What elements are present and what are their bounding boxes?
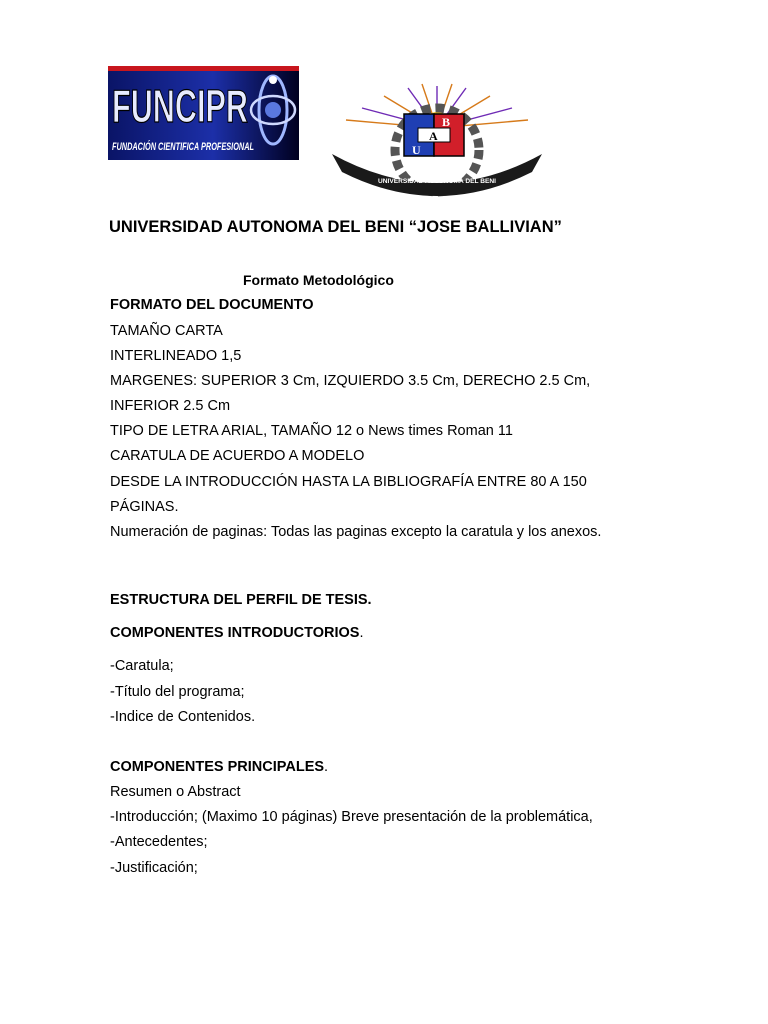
main-item: Resumen o Abstract [110,784,241,800]
uab-shield [404,114,464,157]
format-line: CARATULA DE ACUERDO A MODELO [110,448,365,464]
intro-item: -Título del programa; [110,684,245,700]
format-line: DESDE LA INTRODUCCIÓN HASTA LA BIBLIOGRAFÍA ENTRE 80 A 150 [110,474,587,490]
main-item: -Justificación; [110,860,198,876]
intro-item: -Caratula; [110,658,174,674]
intro-components-heading [110,624,364,642]
format-line: TAMAÑO CARTA [110,323,223,339]
main-components-title: COMPONENTES PRINCIPALES [110,759,325,775]
funcipr-logo [108,66,325,160]
format-line: PÁGINAS. [110,499,179,515]
format-line: INFERIOR 2.5 Cm [110,398,231,414]
main-components-period: . [324,759,329,775]
svg-text:U: U [412,143,421,157]
intro-item: -Indice de Contenidos. [110,709,256,725]
funcipr-tagline: FUNDACIÓN CIENTIFICA PROFESIONAL [112,141,325,153]
document-heading: UNIVERSIDAD AUTONOMA DEL BENI “JOSE BALLIVIAN” [109,218,562,236]
intro-components-period: . [359,625,364,641]
main-item: -Introducción; (Maximo 10 páginas) Breve presentación de la problemática, [110,809,593,825]
uab-logo [318,84,556,192]
main-item: -Antecedentes; [110,834,208,850]
svg-text:B: B [442,115,451,129]
format-section-title: FORMATO DEL DOCUMENTO [110,297,314,313]
document-subheading: Formato Metodológico [243,272,394,288]
intro-components-title: COMPONENTES INTRODUCTORIOS [110,625,360,641]
format-line: Numeración de paginas: Todas las paginas excepto la caratula y los anexos. [110,524,602,540]
funcipr-wordmark: FUNCIPR [112,80,248,132]
format-line: TIPO DE LETRA ARIAL, TAMAÑO 12 o News times Roman 11 [110,423,513,439]
svg-text:UNIVERSIDAD AUTONOMA DEL BENI: UNIVERSIDAD AUTONOMA DEL BENI [378,178,497,185]
format-line: INTERLINEADO 1,5 [110,348,242,364]
format-line: MARGENES: SUPERIOR 3 Cm, IZQUIERDO 3.5 Cm, DERECHO 2.5 Cm, [110,373,591,389]
structure-title: ESTRUCTURA DEL PERFIL DE TESIS. [110,592,372,608]
main-components-heading [110,758,328,776]
svg-text:A: A [429,129,438,143]
